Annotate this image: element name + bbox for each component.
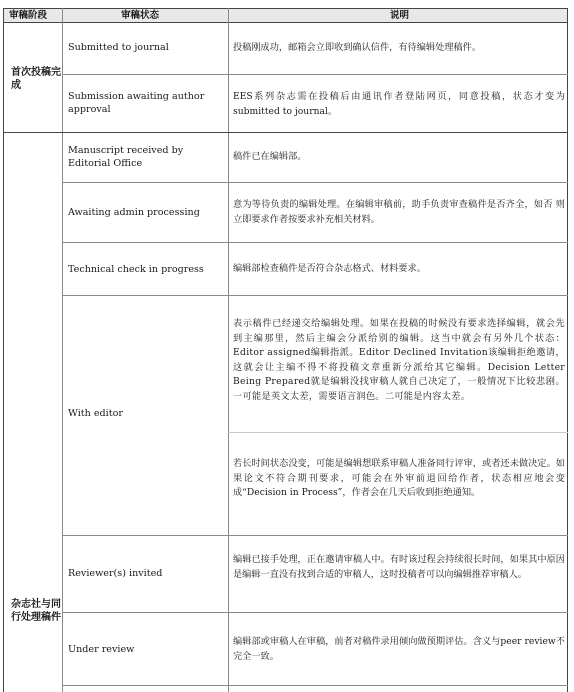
status-cell: Awaiting admin processing (68, 207, 200, 218)
row-divider (62, 295, 568, 296)
table-header-row (4, 9, 567, 22)
description-cell: 编辑部检查稿件是否符合杂志格式、材料要求。 (233, 263, 426, 274)
status-cell: With editor (68, 408, 123, 419)
status-cell: Submitted to journal (68, 42, 169, 53)
header-divider (3, 22, 568, 23)
column-divider (62, 8, 63, 692)
row-divider (62, 242, 568, 243)
status-cell: Technical check in progress (68, 264, 204, 275)
description-cell: 投稿刚成功，邮箱会立即收到确认信件，有待编辑处理稿件。 (233, 42, 482, 53)
status-cell: Under review (68, 644, 135, 655)
row-divider (62, 612, 568, 613)
header-stage: 审稿阶段 (9, 10, 48, 21)
description-cell: 意为等待负责的编辑处理。在编辑审稿前，助手负责审查稿件是否齐全，如否 则立即要求作者按要求补充相关材料。 (233, 199, 565, 225)
header-description: 说明 (390, 10, 410, 21)
cell-inner-divider (228, 432, 568, 433)
description-cell: 编辑已接手处理，正在邀请审稿人中。有时该过程会持续很长时间，如果其中原因是编辑一直没有找到合适的审稿人，这时投稿者可以向编辑推荐审稿人。 (233, 554, 565, 580)
description-cell: 编辑部或审稿人在审稿，前者对稿件录用倾向做预期评估。含义与peer review不完全一致。 (233, 636, 565, 662)
status-cell: Manuscript received by Editorial Office (68, 145, 184, 169)
row-divider (62, 74, 568, 75)
description-cell-continued: 若长时间状态没变，可能是编辑想联系审稿人准备同行评审，或者还未做决定。如果论文不符合期刊要求，可能会在外审前退回给作者，状态相应地会变成“Decision in Process”，作者会在几天后收到拒绝通知。 (233, 458, 565, 498)
header-status: 审稿状态 (121, 10, 160, 21)
review-status-table (3, 8, 568, 692)
row-divider (62, 685, 568, 686)
row-divider (62, 535, 568, 536)
status-cell: Submission awaiting author approval (68, 91, 205, 115)
status-cell: Reviewer(s) invited (68, 568, 163, 579)
group-divider (3, 132, 568, 133)
description-cell: EES系列杂志需在投稿后由通讯作者登陆网页，同意投稿，状态才变为submitted to journal。 (233, 91, 565, 117)
description-cell: 稿件已在编辑部。 (233, 151, 307, 162)
stage-label: 杂志社与同行处理稿件 (11, 599, 61, 623)
stage-label: 首次投稿完成 (11, 67, 61, 91)
description-cell: 表示稿件已经递交给编辑处理。如果在投稿的时候没有要求选择编辑，就会先到主编那里，然后主编会分派给别的编辑。这当中就会有另外几个状态：Editor assigned编辑指派。Editor Declined Invitation该编辑拒绝邀请，这就会让主编不得不将投稿文章重新分派给其它编辑。Decision Letter Being Prepared就是编辑没找审稿人就自己决定了，一般情况下比较悲剧。一可能是英文太差，需要语言润色。二可能是内容太差。 (233, 318, 565, 402)
row-divider (62, 182, 568, 183)
column-divider (228, 8, 229, 692)
